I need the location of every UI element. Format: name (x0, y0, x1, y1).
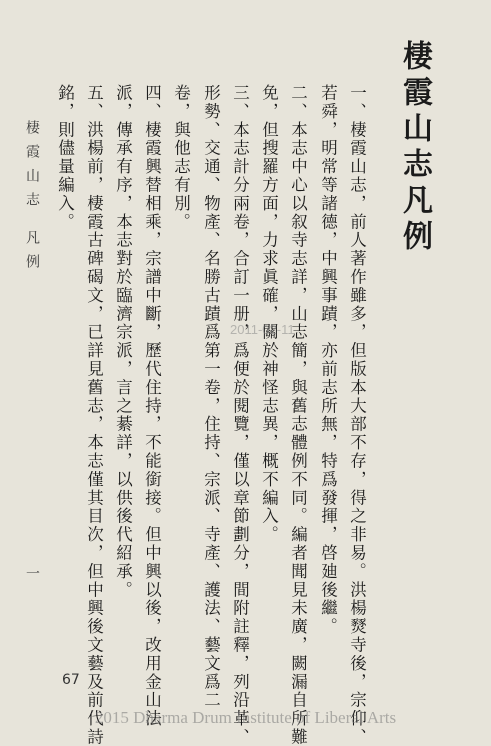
text-column-1: 一、棲霞山志，前人著作雖多，但版本大部不存，得之非易。洪楊燹寺後，宗仰、 (347, 84, 367, 746)
text-column-10: 五、洪楊前，棲霞古碑碣文，已詳見舊志，本志僅其目次，但中興後文藝及前代詩 (84, 84, 104, 746)
watermark: 2015 Dharma Drum Institute of Liberal Arts (94, 708, 397, 727)
text-column-6: 形勢、交通、物產、名勝古蹟爲第一卷，住持、宗派、寺產、護法、藝文爲二 (201, 84, 221, 710)
page-title: 棲霞山志凡例 (397, 40, 432, 256)
text-column-5: 三、本志計分兩卷，合訂一册，爲便於閱覽，僅以章節劃分，間附註釋，列沿革、 (230, 84, 250, 746)
side-section-name: 凡例 (24, 230, 40, 278)
text-column-4: 免，但搜羅方面，力求眞確，關於神怪志異，概不編入。 (259, 84, 279, 544)
side-book-title (22, 120, 42, 278)
text-column-11: 銘，則儘量編入。 (55, 84, 75, 232)
date-stamp: 2011-02-11 (230, 322, 295, 337)
text-column-9: 派，傳承有序，本志對於臨濟宗派，言之綦詳，以供後代紹承。 (113, 84, 133, 600)
page-number: 67 (62, 672, 80, 688)
text-column-3: 二、本志中心以叙寺志詳，山志簡，與舊志體例不同。編者聞見未廣，闕漏自所難 (288, 84, 308, 746)
side-page-char: 一 (24, 566, 40, 580)
text-column-7: 卷，與他志有別。 (171, 84, 191, 232)
text-column-8: 四、棲霞興替相乘，宗譜中斷，歷代住持，不能銜接。但中興以後，改用金山法 (142, 84, 162, 728)
text-column-2: 若舜，明常等諸德，中興事蹟，亦前志所無，特爲發揮，啓廸後繼。 (318, 84, 338, 636)
side-book-name: 棲霞山志 (24, 120, 40, 216)
